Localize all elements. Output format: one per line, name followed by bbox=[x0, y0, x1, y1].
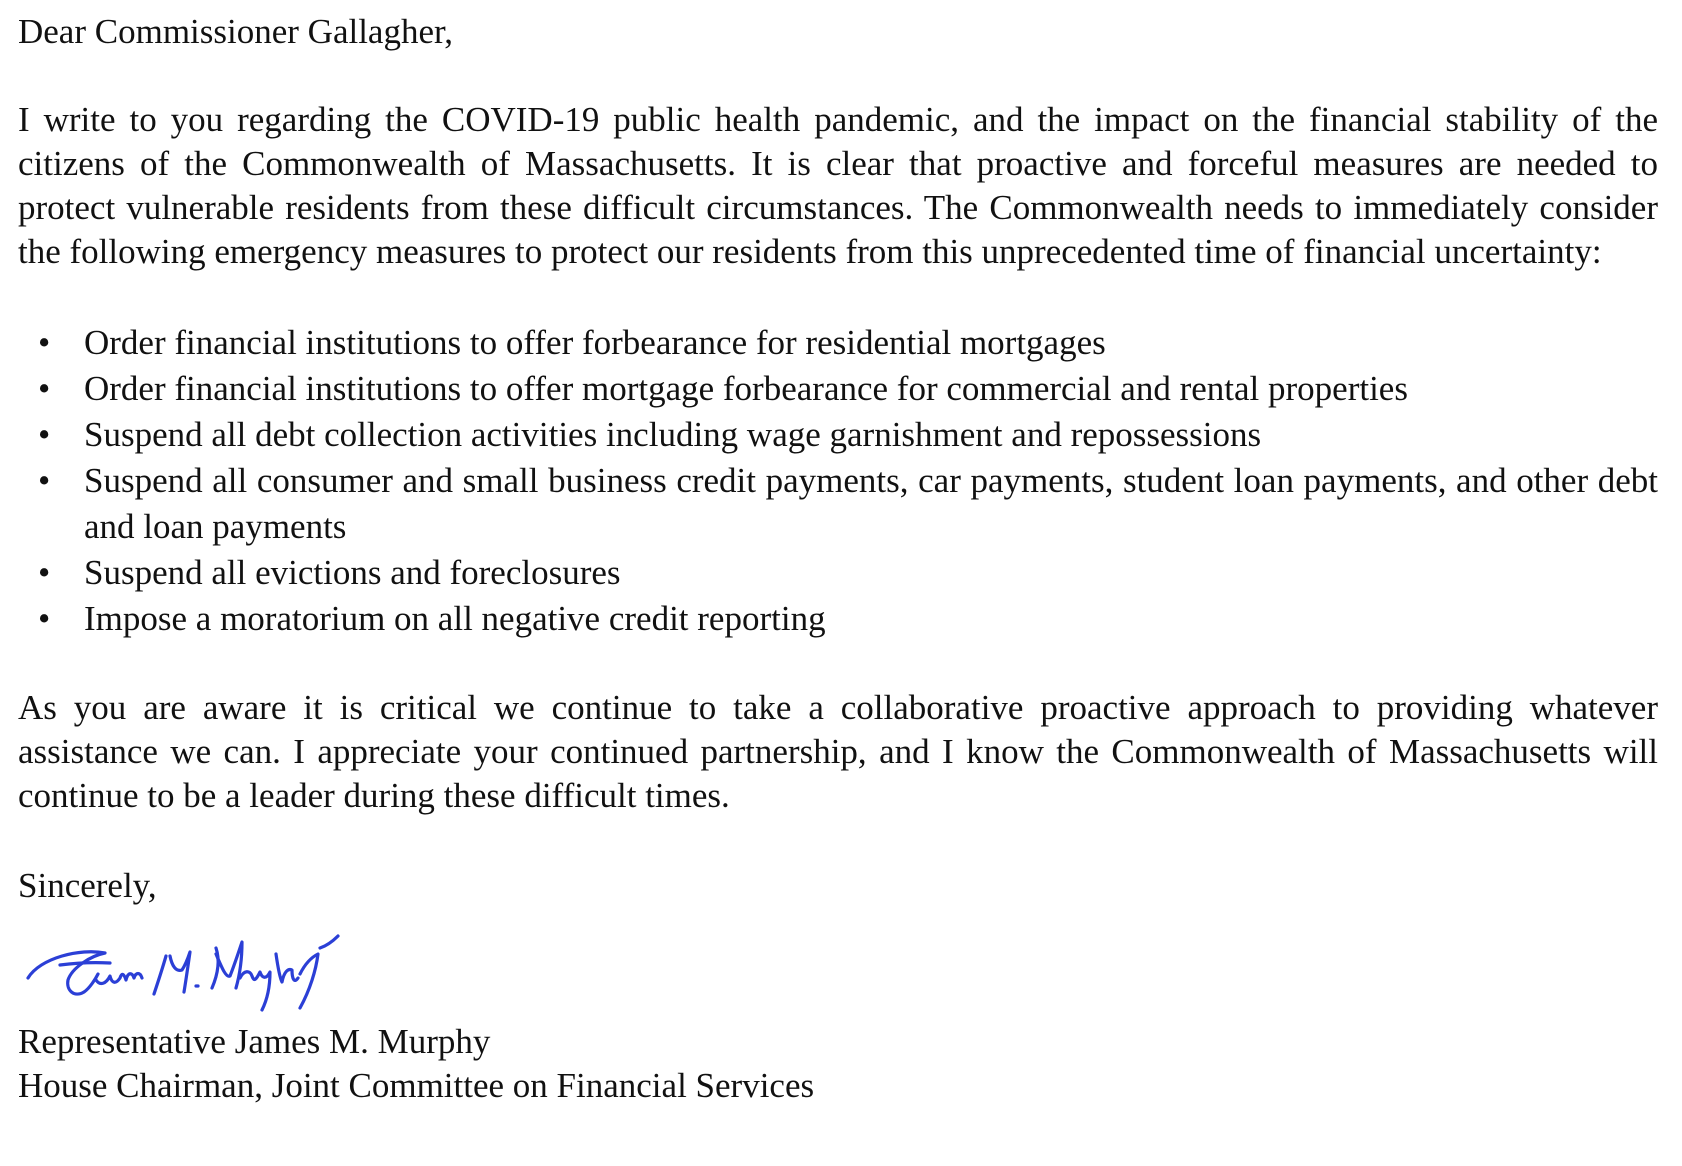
list-item-text: Suspend all evictions and foreclosures bbox=[84, 553, 621, 592]
bullet-icon: • bbox=[38, 323, 51, 362]
signer-name: Representative James M. Murphy bbox=[18, 1022, 491, 1061]
list-item-text: Suspend all debt collection activities including wage garnishment and repossessions bbox=[84, 415, 1262, 454]
list-item bbox=[38, 550, 1658, 596]
closing: Sincerely, bbox=[18, 866, 157, 905]
measures-list bbox=[18, 320, 1658, 642]
list-item-text: Impose a moratorium on all negative credit reporting bbox=[84, 599, 826, 638]
closing-paragraph: As you are aware it is critical we continue to take a collaborative proactive approach to providing whatever assistance we can. I appreciate your continued partnership, and I know the Commonwealth of Massachusetts will continue to be a leader during these difficult times. bbox=[18, 688, 1658, 815]
list-item-text: Order financial institutions to offer forbearance for residential mortgages bbox=[84, 323, 1106, 362]
list-item-text: Suspend all consumer and small business credit payments, car payments, student loan payments, and other debt and loan payments bbox=[84, 461, 1658, 546]
list-item-text: Order financial institutions to offer mortgage forbearance for commercial and rental properties bbox=[84, 369, 1408, 408]
list-item bbox=[38, 458, 1658, 550]
list-item bbox=[38, 596, 1658, 642]
bullet-icon: • bbox=[38, 415, 51, 454]
letter-page bbox=[18, 10, 1658, 1108]
bullet-icon: • bbox=[38, 599, 51, 638]
intro-paragraph: I write to you regarding the COVID-19 public health pandemic, and the impact on the financial stability of the citizens of the Commonwealth of Massachusetts. It is clear that proactive and forceful measures are needed to protect vulnerable residents from these difficult circumstances. The Commonwealth needs to immediately consider the following emergency measures to protect our residents from this unprecedented time of financial uncertainty: bbox=[18, 100, 1658, 271]
bullet-icon: • bbox=[38, 369, 51, 408]
salutation: Dear Commissioner Gallagher, bbox=[18, 12, 454, 51]
bullet-icon: • bbox=[38, 461, 51, 500]
list-item bbox=[38, 320, 1658, 366]
list-item bbox=[38, 366, 1658, 412]
signature bbox=[18, 918, 1658, 1014]
signature-icon bbox=[20, 918, 360, 1014]
signer-title: House Chairman, Joint Committee on Financial Services bbox=[18, 1066, 815, 1105]
list-item bbox=[38, 412, 1658, 458]
bullet-icon: • bbox=[38, 553, 51, 592]
